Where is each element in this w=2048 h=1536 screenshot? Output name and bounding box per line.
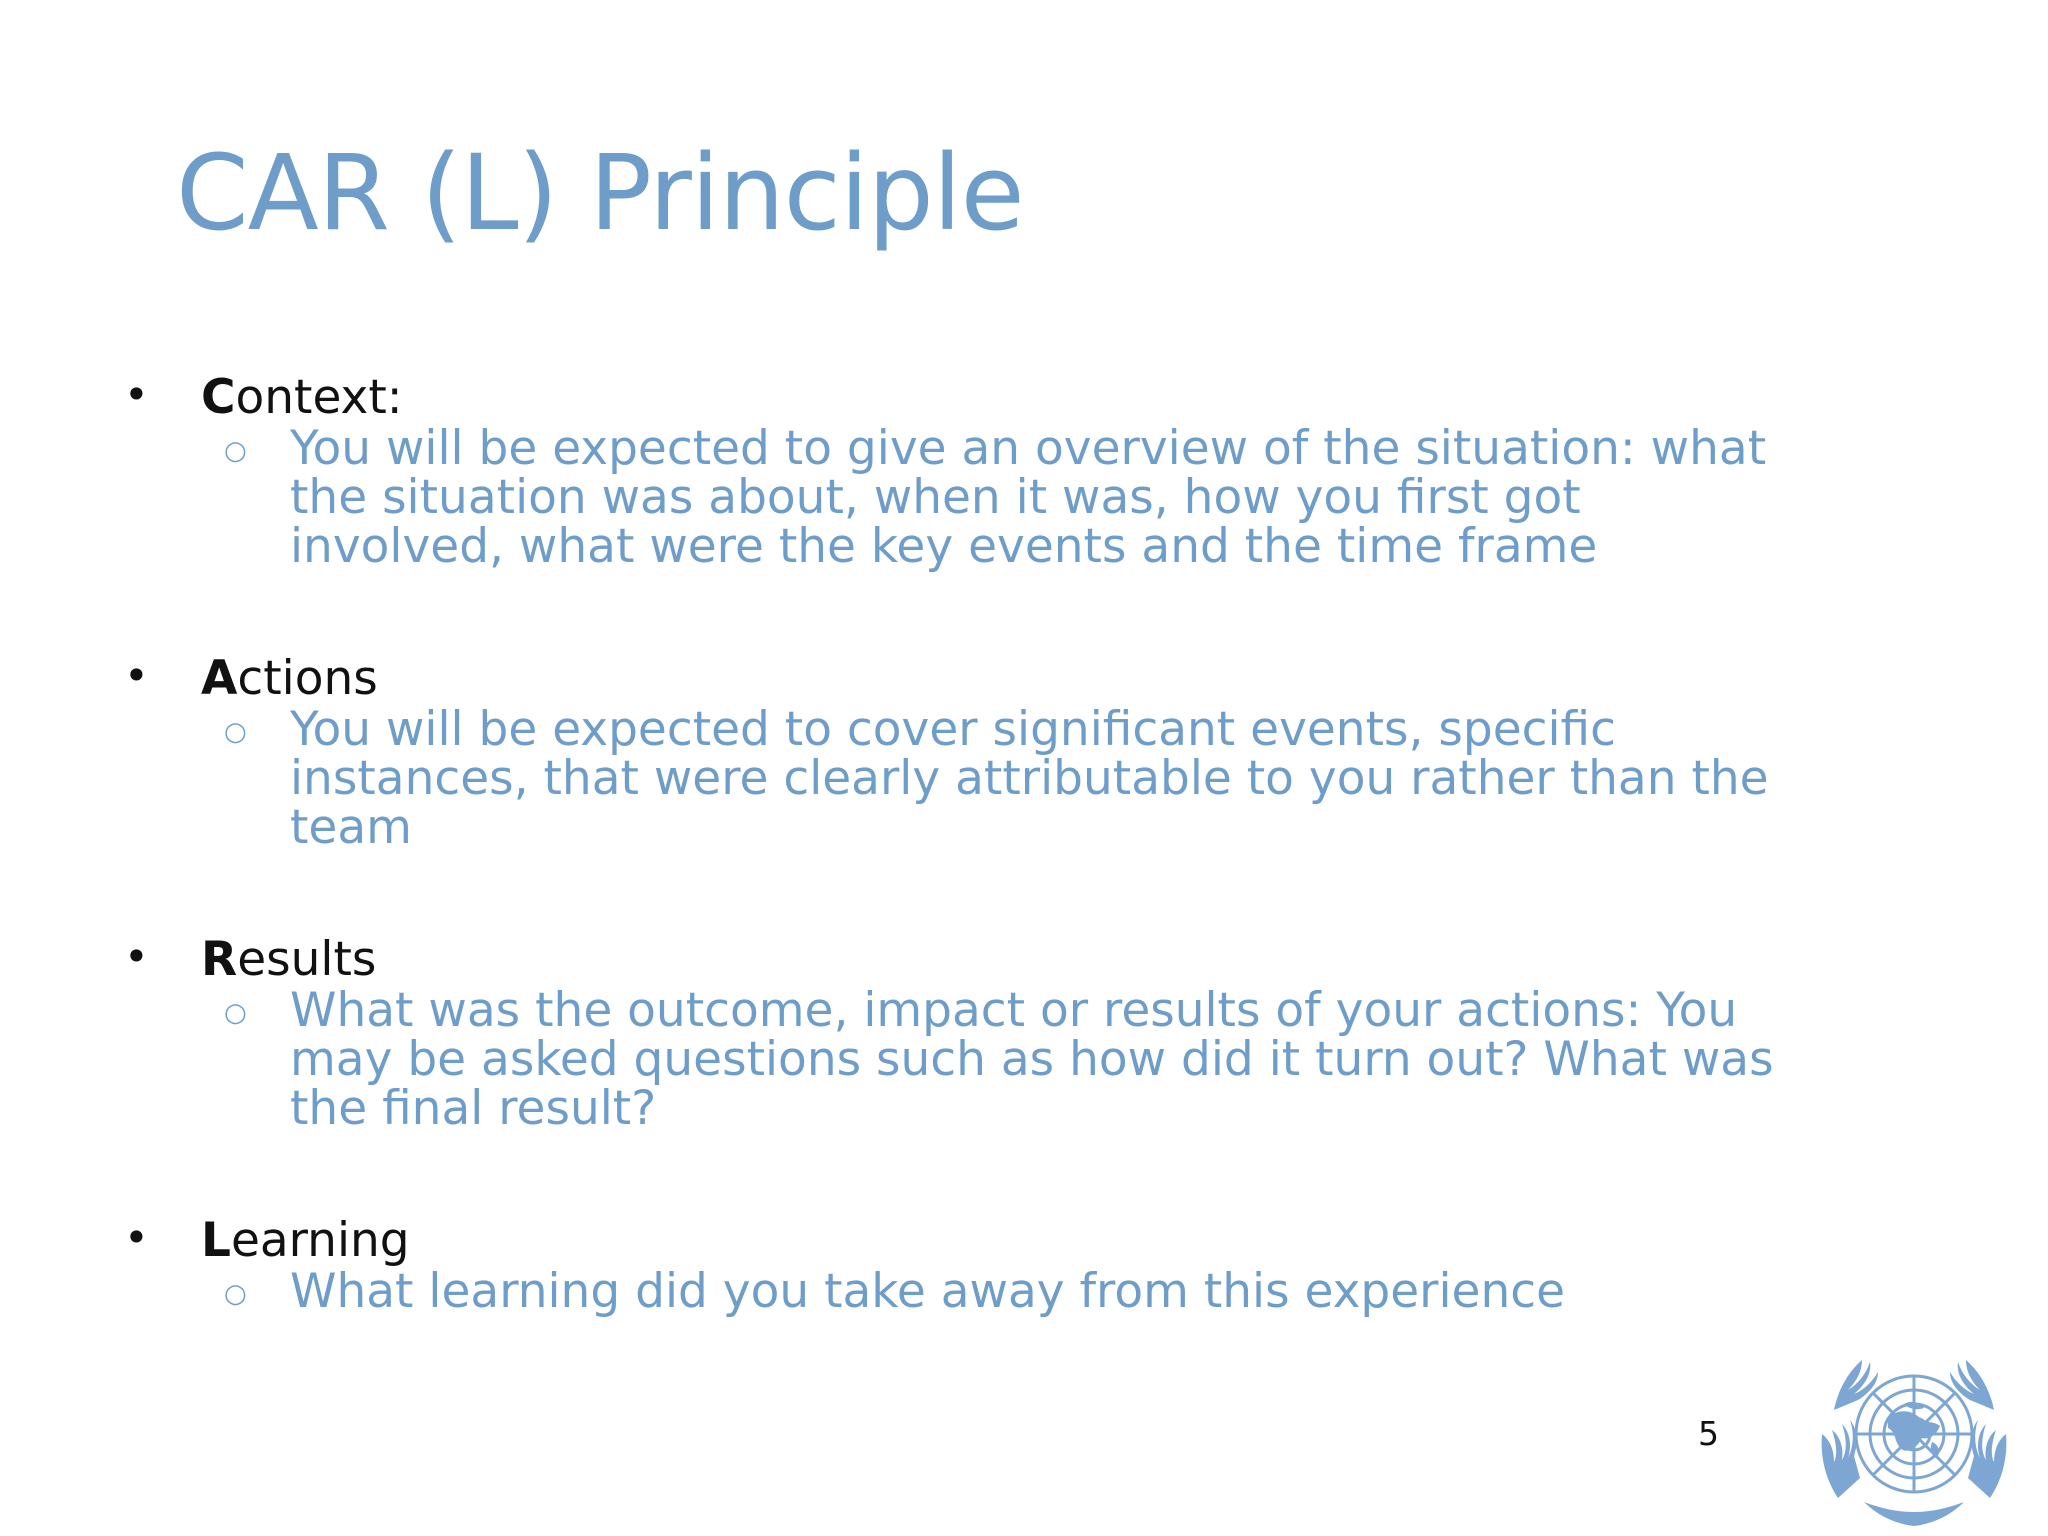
bullet-dot-icon: • [124,932,149,981]
heading-rest: earning [230,1213,410,1268]
bullet-detail [124,421,1804,574]
bullet-detail [124,1264,1804,1319]
heading-text [201,368,403,428]
sub-bullet-circle-icon: ○ [224,1279,247,1309]
heading-initial: R [201,932,238,987]
page-number: 5 [1698,1414,1719,1453]
heading-initial: C [201,370,236,425]
sub-bullet-circle-icon: ○ [224,998,247,1028]
bullet-dot-icon: • [124,651,149,700]
un-emblem-icon [1808,1330,2020,1536]
bullet-item-results [124,930,1924,1136]
detail-text: What learning did you take away from this experience [290,1264,1566,1319]
heading-text [201,1211,410,1271]
heading-rest: ctions [237,651,378,706]
bullet-heading [124,649,1924,709]
bullet-heading [124,368,1924,428]
detail-text: You will be expected to give an overview of the situation: what the situation was about, when it was, how you first got involved, what were the key events and the time frame [290,421,1767,574]
sub-bullet-circle-icon: ○ [224,717,247,747]
detail-text: What was the outcome, impact or results of your actions: You may be asked questions such as how did it turn out? What was the final result? [290,983,1774,1136]
bullet-heading [124,1211,1924,1271]
heading-text [201,930,376,990]
bullet-dot-icon: • [124,370,149,419]
heading-text [201,649,378,709]
bullet-detail [124,983,1804,1136]
bullet-item-learning [124,1211,1924,1319]
sub-bullet-circle-icon: ○ [224,436,247,466]
bullet-dot-icon: • [124,1213,149,1262]
bullet-heading [124,930,1924,990]
bullet-detail [124,702,1804,855]
heading-initial: A [201,651,238,706]
detail-text: You will be expected to cover significant events, specific instances, that were clearly attributable to you rather than the team [290,702,1769,855]
bullet-list [124,368,1924,1394]
bullet-item-context [124,368,1924,574]
slide-title: CAR (L) Principle [176,132,1024,254]
heading-initial: L [201,1213,231,1268]
heading-rest: ontext: [235,370,403,425]
heading-rest: esults [237,932,377,987]
bullet-item-actions [124,649,1924,855]
